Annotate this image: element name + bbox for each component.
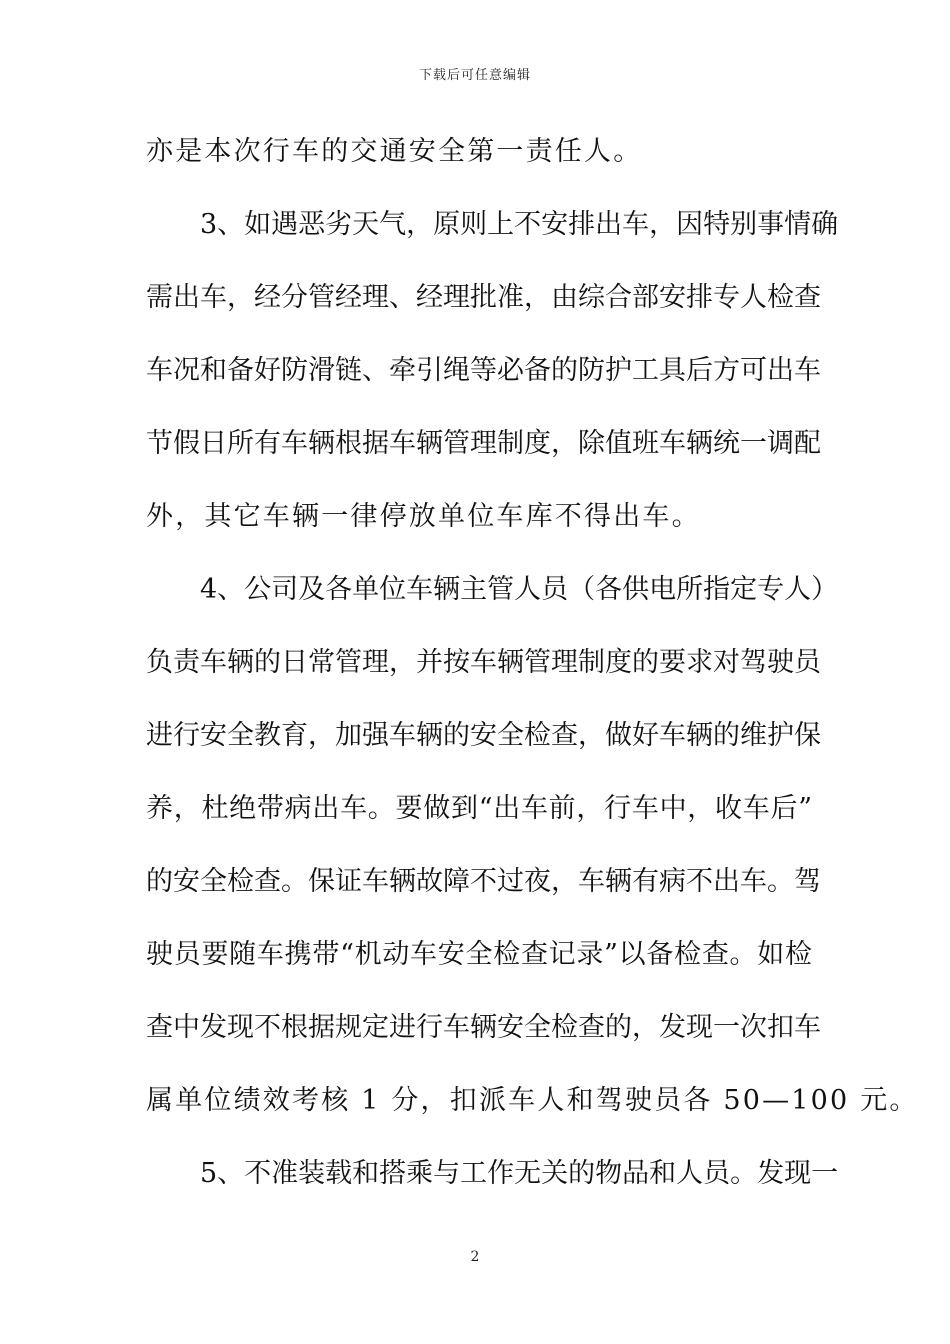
text-line: 亦是本次行车的交通安全第一责任人。 xyxy=(146,136,643,167)
text-line: 车况和备好防滑链、牵引绳等必备的防护工具后方可出车 xyxy=(146,355,821,386)
text-line: 5、不准装载和搭乘与工作无关的物品和人员。发现一 xyxy=(146,1158,839,1189)
text-line: 养，杜绝带病出车。要做到“出车前，行车中，收车后” xyxy=(146,793,812,824)
text-line: 驶员要随车携带“机动车安全检查记录”以备检查。如检 xyxy=(146,939,812,970)
text-line: 属单位绩效考核 1 分，扣派车人和驾驶员各 50—100 元。 xyxy=(146,1085,919,1116)
page-header: 下载后可任意编辑 xyxy=(418,68,531,83)
text-line: 需出车，经分管经理、经理批准，由综合部安排专人检查 xyxy=(146,282,821,313)
page-number: 2 xyxy=(470,1249,480,1265)
text-line: 负责车辆的日常管理，并按车辆管理制度的要求对驾驶员 xyxy=(146,647,821,678)
text-line: 查中发现不根据规定进行车辆安全检查的，发现一次扣车 xyxy=(146,1012,821,1043)
text-line: 外，其它车辆一律停放单位车库不得出车。 xyxy=(146,501,701,532)
text-line: 的安全检查。保证车辆故障不过夜，车辆有病不出车。驾 xyxy=(146,866,821,897)
document-body xyxy=(146,124,919,1219)
text-line: 4、公司及各单位车辆主管人员（各供电所指定专人） xyxy=(146,574,839,605)
text-line: 进行安全教育，加强车辆的安全检查，做好车辆的维护保 xyxy=(146,720,821,751)
text-line: 3、如遇恶劣天气，原则上不安排出车，因特别事情确 xyxy=(146,209,839,240)
text-line: 节假日所有车辆根据车辆管理制度，除值班车辆统一调配 xyxy=(146,428,821,459)
